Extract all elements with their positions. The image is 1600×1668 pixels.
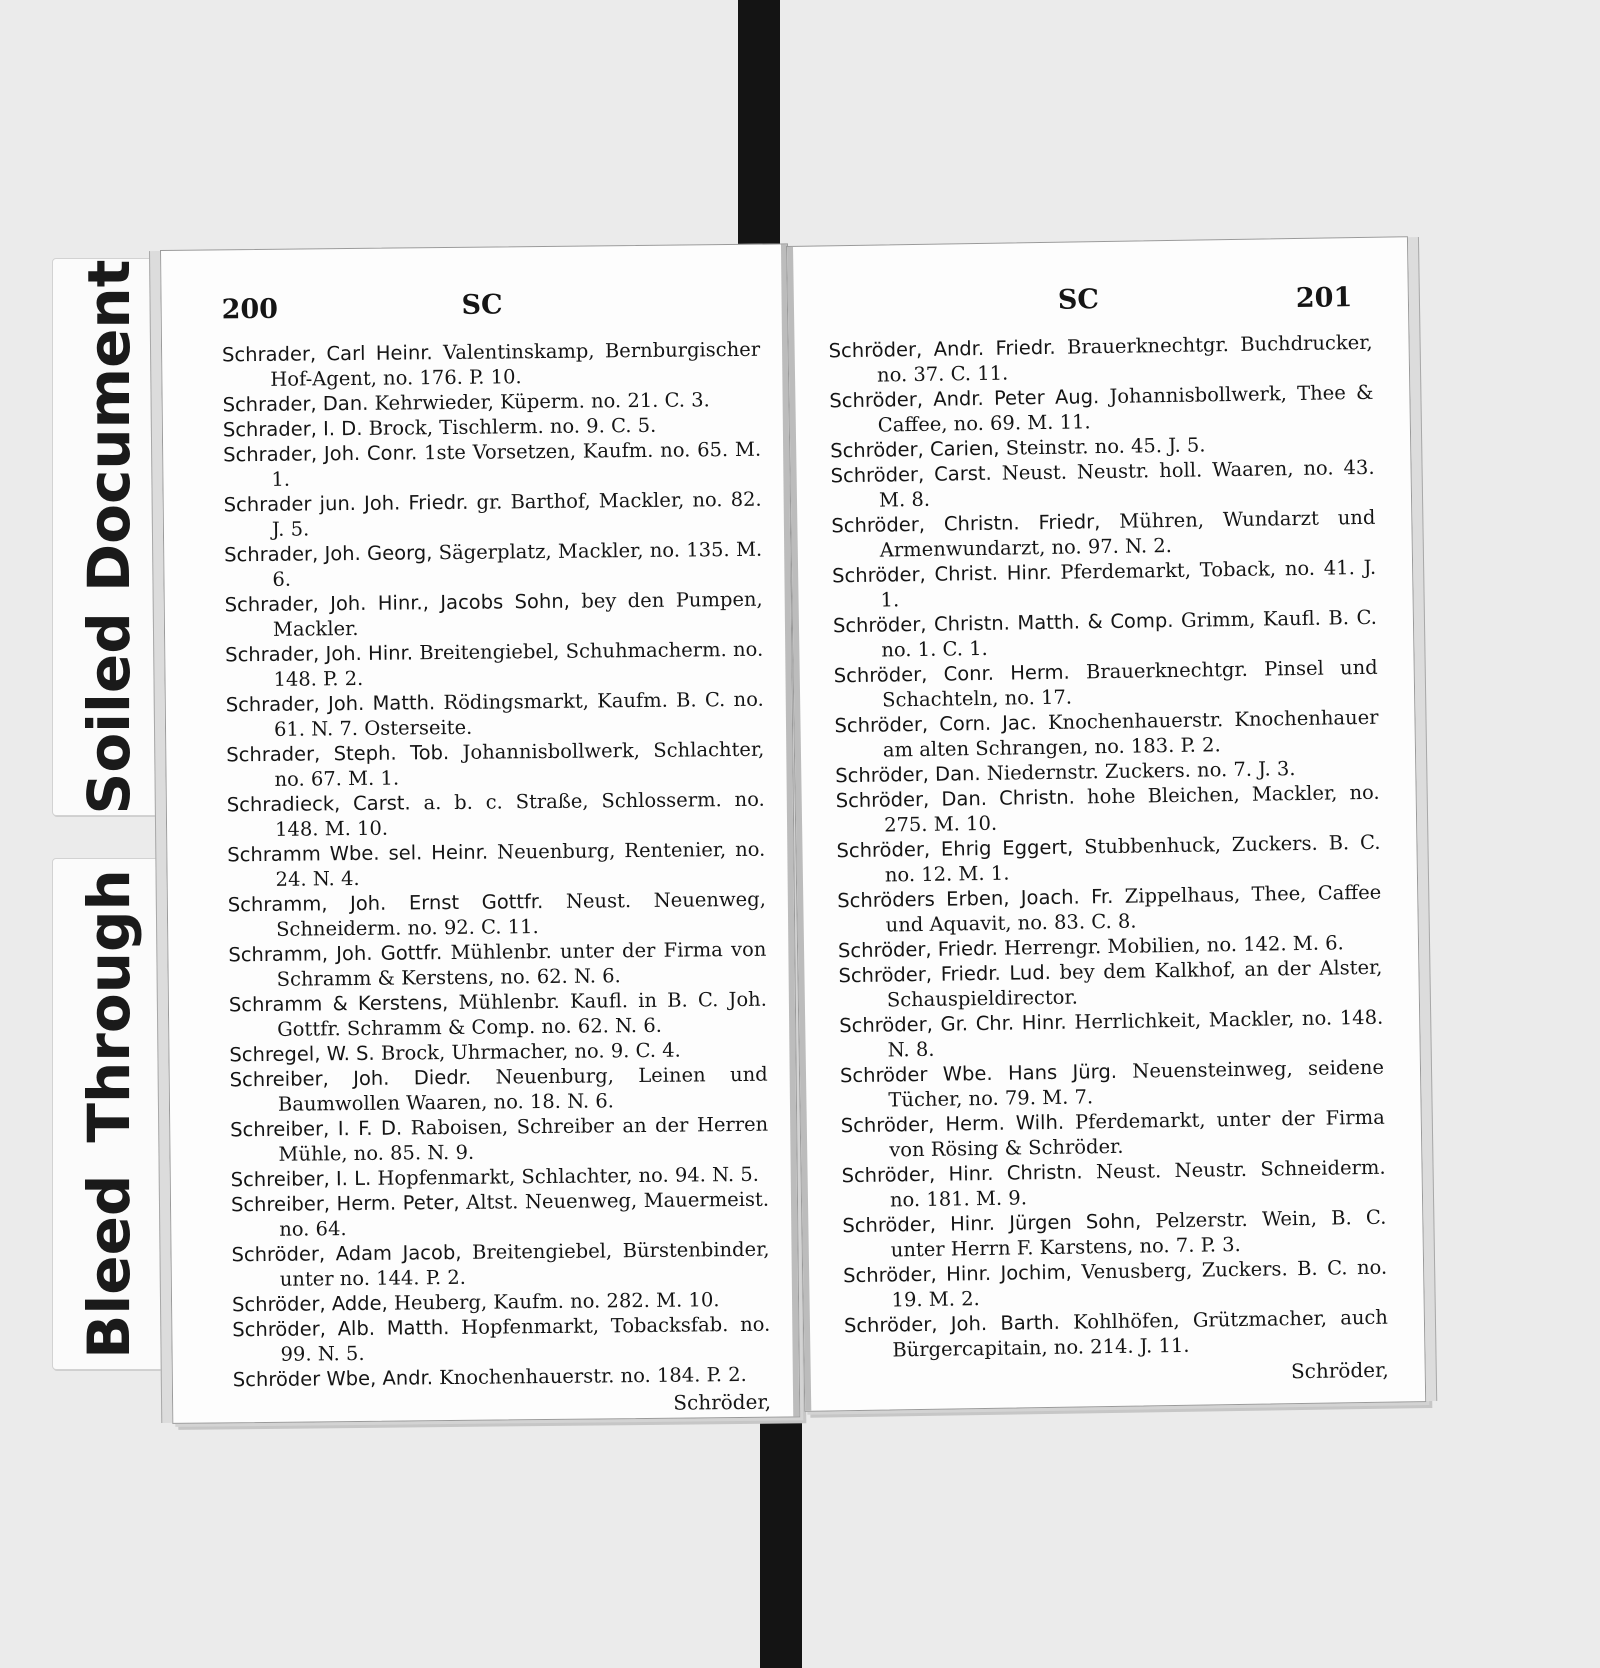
entry-details: Neust. Neuenweg, Schneiderm. no. 92. C. 11. [275, 887, 766, 941]
binding-spine-top [738, 0, 780, 252]
entry-name: Schreiber, I. F. D. [230, 1116, 403, 1142]
entry-details: Breitengiebel, Bürstenbinder, unter no. 144. P. 2. [279, 1237, 770, 1291]
entry-details: Rödingsmarkt, Kaufm. B. C. no. 61. N. 7. Osterseite. [273, 687, 764, 741]
entry-details: bey den Pumpen, Mackler. [272, 587, 763, 641]
entry-name: Schröder, Hinr. Jochim, [843, 1260, 1073, 1288]
entry-details: Stubbenhuck, Zuckers. B. C. no. 12. M. 1. [884, 830, 1381, 887]
entry-name: Schröder, Dan. [835, 762, 981, 788]
soiled-document-text: Soiled Document [75, 259, 143, 815]
entry-name: Schröder, Carien, [830, 436, 1000, 463]
entry-name: Schröder, Gr. Chr. Hinr. [839, 1010, 1067, 1038]
directory-entry [836, 780, 1381, 839]
entry-details: Herrlichkeit, Mackler, no. 148. N. 8. [887, 1005, 1384, 1062]
entry-details: Pferdemarkt, unter der Firma von Rösing & Schröder. [889, 1105, 1385, 1162]
entry-details: Breitengiebel, Schuhmacherm. no. 148. P. 2. [273, 637, 764, 691]
entry-details: Hopfenmarkt, Tobacksfab. no. 99. N. 5. [280, 1312, 771, 1366]
entry-name: Schramm, Joh. Gottfr. [228, 941, 443, 967]
entry-name: Schröder, Corn. Jac. [834, 711, 1038, 738]
through-word: Through [75, 869, 143, 1143]
entry-name: Schröder, Adde, [231, 1291, 388, 1317]
entry-details: hohe Bleichen, Mackler, no. 275. M. 10. [883, 780, 1380, 837]
entry-name: Schramm Wbe. sel. Heinr. [227, 840, 489, 867]
entry-details: Knochenhauerstr. Knochenhauer am alten Schrangen, no. 183. P. 2. [882, 705, 1379, 762]
entry-name: Schröder, Friedr. [837, 936, 999, 963]
entry-name: Schröder, Joh. Barth. [843, 1310, 1061, 1338]
directory-entry [837, 880, 1382, 939]
entry-details: 1ste Vorsetzen, Kaufm. no. 65. M. 1. [271, 437, 762, 491]
entry-name: Schrader, Dan. [222, 391, 369, 417]
entry-name: Schradieck, Carst. [226, 791, 411, 817]
entry-details: Venusberg, Zuckers. B. C. no. 19. M. 2. [891, 1255, 1388, 1312]
directory-entry [232, 1312, 770, 1368]
entry-details: Grimm, Kaufl. B. C. no. 1. C. 1. [881, 605, 1378, 662]
entry-details: bey dem Kalkhof, an der Alster, Schauspieldirector. [886, 955, 1383, 1012]
directory-entry [227, 787, 765, 843]
entry-name: Schramm, Joh. Ernst Gottfr. [227, 890, 544, 917]
entry-name: Schröder, Christ. Hinr. [832, 560, 1052, 588]
directory-entry [836, 830, 1381, 889]
entry-details: Kohlhöfen, Grützmacher, auch Bürgercapitain, no. 214. J. 11. [892, 1305, 1389, 1362]
directory-entry [228, 937, 766, 993]
directory-entry [226, 687, 764, 743]
entry-details: Zippelhaus, Thee, Caffee und Aquavit, no. 83. C. 8. [885, 880, 1382, 937]
entry-name: Schrader, Joh. Hinr. [225, 641, 414, 667]
entry-details: Valentinskamp, Bernburgischer Hof-Agent, no. 176. P. 10. [270, 337, 761, 391]
entry-name: Schröder, Hinr. Christn. [841, 1160, 1083, 1188]
entry-name: Schröder, Christn. Matth. & Comp. [832, 608, 1174, 638]
entry-name: Schröder, Christn. Friedr, [831, 510, 1101, 538]
entry-details: Knochenhauerstr. no. 184. P. 2. [439, 1362, 747, 1390]
entry-details: Herrengr. Mobilien, no. 142. M. 6. [1003, 931, 1344, 960]
entry-name: Schreiber, Joh. Diedr. [229, 1065, 472, 1092]
directory-entry [834, 655, 1379, 714]
entry-details: Sägerplatz, Mackler, no. 135. M. 6. [272, 537, 763, 591]
entry-details: Hopfenmarkt, Schlachter, no. 94. N. 5. [377, 1162, 760, 1190]
entry-details: Mühren, Wundarzt und Armenwundarzt, no. 97. N. 2. [879, 505, 1376, 562]
entry-name: Schrader, Joh. Georg, [224, 541, 433, 567]
entry-details: Pferdemarkt, Toback, no. 41. J. 1. [880, 555, 1377, 612]
directory-entry [229, 987, 767, 1043]
bleed-word: Bleed [75, 1174, 143, 1359]
directory-entry [841, 1155, 1386, 1214]
entry-details: Kehrwieder, Küperm. no. 21. C. 3. [374, 388, 710, 415]
directory-entry [224, 487, 762, 543]
directory-entry [233, 1362, 771, 1393]
entry-name: Schröder, Conr. Herm. [833, 660, 1070, 688]
entry-details: Mühlenbr. Kaufl. in B. C. Joh. Gottfr. Schramm & Comp. no. 62. N. 6. [277, 987, 767, 1041]
entry-details: Pelzerstr. Wein, B. C. unter Herrn F. Karstens, no. 7. P. 3. [890, 1205, 1387, 1262]
entry-name: Schrader, Joh. Conr. [223, 441, 418, 467]
directory-entry [833, 605, 1378, 664]
entry-name: Schröder, Ehrig Eggert, [836, 835, 1074, 863]
right-entry-list [828, 330, 1388, 1391]
entry-name: Schregel, W. S. [229, 1041, 375, 1067]
directory-entry [828, 330, 1373, 389]
entry-name: Schröder, Andr. Peter Aug. [829, 385, 1100, 413]
directory-entry [839, 1005, 1384, 1064]
directory-entry [226, 737, 764, 793]
right-page-header [788, 279, 1409, 329]
catchword: Schröder, [673, 1389, 772, 1415]
entry-name: Schröders Erben, Joach. Fr. [837, 884, 1114, 913]
entry-name: Schrader jun. Joh. Friedr. [223, 490, 469, 517]
directory-entry [842, 1205, 1387, 1264]
entry-name: Schreiber, Herm. Peter, [230, 1190, 460, 1217]
entry-details: Heuberg, Kaufm. no. 282. M. 10. [393, 1288, 720, 1315]
entry-name: Schramm & Kerstens, [228, 991, 449, 1017]
entry-details: Mühlenbr. unter der Firma von Schramm & Kerstens, no. 62. N. 6. [276, 937, 767, 991]
bleed-through-text [75, 853, 143, 1375]
entry-details: Neust. Neustr. holl. Waaren, no. 43. M. 8. [878, 455, 1375, 512]
directory-entry [829, 380, 1374, 439]
catchword: Schröder, [1290, 1357, 1389, 1384]
directory-entry [230, 1112, 768, 1168]
directory-entry [231, 1187, 769, 1243]
entry-name: Schröder, Andr. Friedr. [828, 335, 1056, 363]
entry-name: Schröder Wbe. Hans Jürg. [839, 1059, 1118, 1088]
directory-entry [831, 505, 1376, 564]
entry-details: Neuenburg, Rentenier, no. 24. N. 4. [275, 837, 766, 891]
left-page-header [161, 286, 787, 333]
soiled-document-label [52, 258, 166, 816]
entry-details: Johannisbollwerk, Schlachter, no. 67. M. 1. [274, 737, 765, 791]
directory-entry [228, 887, 766, 943]
entry-name: Schröder, Friedr. Lud. [838, 960, 1052, 988]
entry-details: Neust. Neustr. Schneiderm. no. 181. M. 9. [889, 1155, 1386, 1212]
left-entry-list [222, 337, 771, 1421]
binding-spine-bottom [760, 1414, 802, 1668]
entry-name: Schröder, Adam Jacob, [231, 1240, 462, 1267]
directory-entry [227, 837, 765, 893]
directory-entry [830, 455, 1375, 514]
directory-entry [225, 637, 763, 693]
directory-entry [838, 955, 1383, 1014]
entry-name: Schrader, Joh. Hinr., Jacobs Sohn, [224, 589, 570, 617]
entry-details: Altst. Neuenweg, Mauermeist. no. 64. [279, 1187, 770, 1241]
directory-entry [223, 437, 761, 493]
entry-details: Niedernstr. Zuckers. no. 7. J. 3. [986, 757, 1296, 785]
entry-details: Neuensteinweg, seidene Tücher, no. 79. M. 7. [888, 1055, 1385, 1112]
page-number: 200 [221, 293, 279, 326]
entry-details: Raboisen, Schreiber an der Herren Mühle, no. 85. N. 9. [278, 1112, 769, 1166]
entry-name: Schröder, Dan. Christn. [835, 785, 1076, 813]
entry-details: gr. Barthof, Mackler, no. 82. J. 5. [271, 487, 762, 541]
directory-entry [222, 337, 760, 393]
entry-name: Schrader, Joh. Matth. [225, 691, 436, 717]
entry-details: Brauerknechtgr. Pinsel und Schachteln, no. 17. [881, 655, 1378, 712]
entry-name: Schröder Wbe, Andr. [232, 1366, 434, 1392]
section-heading: SC [1057, 284, 1100, 316]
directory-entry [230, 1062, 768, 1118]
entry-details: Steinstr. no. 45. J. 5. [1005, 433, 1206, 460]
directory-entry [231, 1237, 769, 1293]
entry-name: Schreiber, I. L. [230, 1166, 372, 1192]
directory-entry [224, 537, 762, 593]
entry-details: Brauerknechtgr. Buchdrucker, no. 37. C. 11. [876, 330, 1373, 387]
entry-details: a. b. c. Straße, Schlosserm. no. 148. M. 10. [274, 787, 765, 841]
right-page [786, 236, 1426, 1412]
entry-details: Johannisbollwerk, Thee & Caffee, no. 69. M. 11. [877, 380, 1374, 437]
directory-entry [834, 705, 1379, 764]
directory-entry [843, 1255, 1388, 1314]
bleed-through-label [52, 858, 166, 1370]
directory-entry [225, 587, 763, 643]
entry-name: Schrader, Steph. Tob. [226, 741, 450, 767]
entry-name: Schröder, Carst. [830, 461, 992, 488]
entry-details: Neuenburg, Leinen und Baumwollen Waaren, no. 18. N. 6. [277, 1062, 768, 1116]
entry-name: Schröder, Hinr. Jürgen Sohn, [842, 1209, 1142, 1238]
left-page [160, 243, 800, 1424]
directory-entry [844, 1305, 1389, 1364]
entry-name: Schröder, Alb. Matth. [232, 1316, 450, 1342]
entry-details: Brock, Tischlerm. no. 9. C. 5. [368, 413, 657, 440]
page-edge-right [1408, 237, 1437, 1401]
entry-name: Schrader, Carl Heinr. [221, 341, 433, 367]
entry-name: Schrader, I. D. [222, 416, 363, 442]
entry-name: Schröder, Herm. Wilh. [840, 1110, 1065, 1138]
directory-entry [832, 555, 1377, 614]
section-heading: SC [461, 289, 503, 321]
directory-entry [840, 1055, 1385, 1114]
entry-details: Brock, Uhrmacher, no. 9. C. 4. [380, 1038, 681, 1065]
page-number: 201 [1295, 282, 1353, 314]
directory-entry [841, 1105, 1386, 1164]
